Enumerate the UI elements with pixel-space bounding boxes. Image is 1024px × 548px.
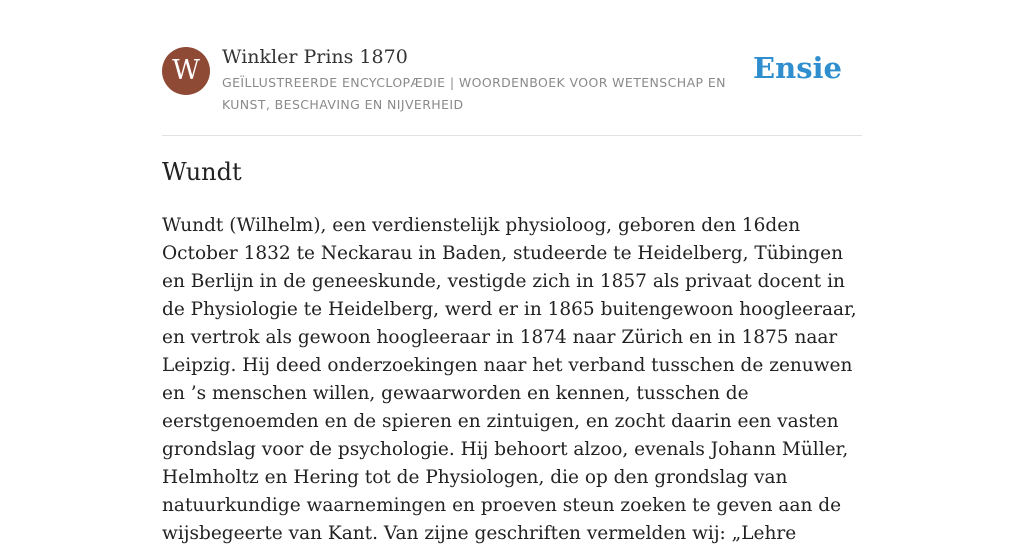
- source-avatar[interactable]: W: [162, 47, 210, 95]
- entry-title: Wundt: [162, 158, 242, 186]
- source-title[interactable]: Winkler Prins 1870: [222, 46, 408, 68]
- header-divider: [162, 135, 862, 136]
- source-subtitle: GEÏLLUSTREERDE ENCYCLOPÆDIE | WOORDENBOEK VOOR WETENSCHAP EN KUNST, BESCHAVING EN NIJVERHEID: [222, 75, 726, 112]
- source-header: [162, 46, 862, 136]
- entry-body: Wundt (Wilhelm), een verdienstelijk physioloog, geboren den 16den October 1832 te Neckarau in Baden, studeerde te Heidelberg, Tübingen en Berlijn in de geneeskunde, vestigde zich in 1857 als privaat docent in de Physiologie te Heidelberg, werd er in 1865 buitengewoon hoogleeraar, en vertrok als gewoon hoogleeraar in 1874 naar Zürich en in 1875 naar Leipzig. Hij deed onderzoekingen naar het verband tusschen de zenuwen en ’s menschen willen, gewaarworden en kennen, tusschen de eerstgenoemden en de spieren en zintuigen, en zocht daarin een vasten grondslag voor de psychologie. Hij behoort alzoo, evenals Johann Müller, Helmholtz en Hering tot de Physiologen, die op den grondslag van natuurkundige waarnemingen en proeven steun zoeken te geven aan de wijsbegeerte van Kant. Van zijne geschriften vermelden wij: „Lehre: [162, 215, 857, 544]
- ensie-logo-link[interactable]: Ensie: [753, 51, 842, 85]
